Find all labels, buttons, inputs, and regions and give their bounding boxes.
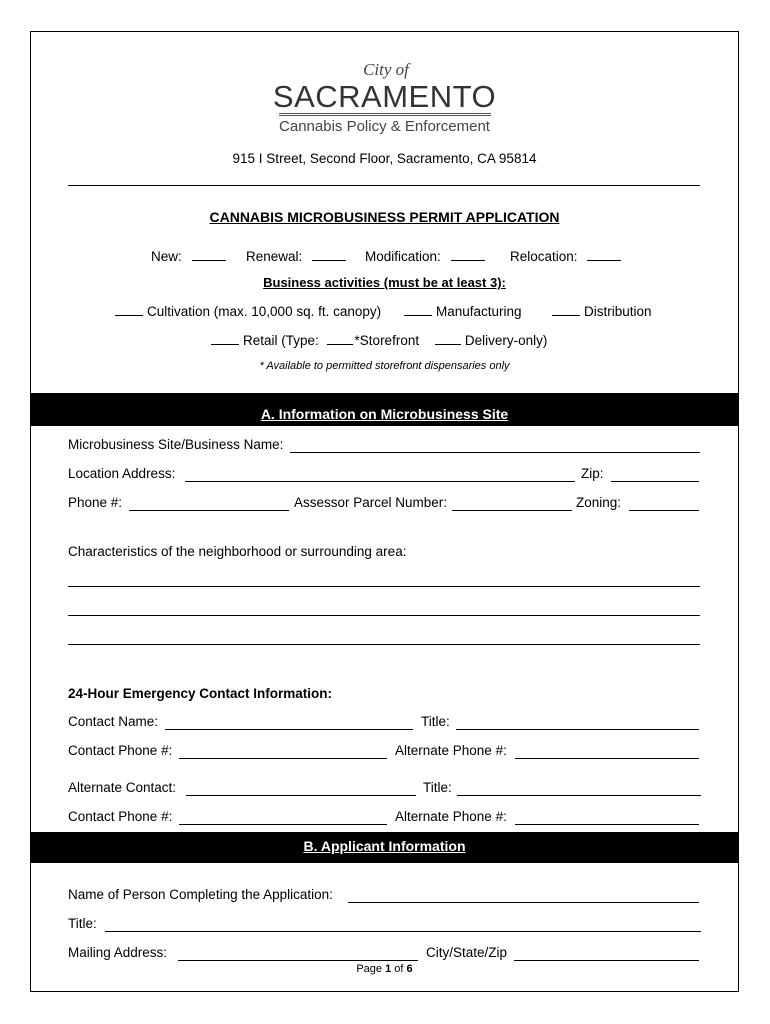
page-total: 6: [406, 963, 413, 975]
mailing-field[interactable]: [178, 960, 418, 961]
manufacturing-blank[interactable]: [404, 303, 432, 316]
permit-type-new: [151, 248, 226, 264]
permit-type-label: Relocation:: [510, 249, 578, 264]
header-divider: [68, 185, 700, 186]
activity-label: Cultivation (max. 10,000 sq. ft. canopy): [147, 304, 382, 319]
activity-manufacturing: [404, 303, 522, 319]
section-b-header: B. Applicant Information: [31, 832, 738, 863]
activity-label: Manufacturing: [436, 304, 522, 319]
delivery-blank[interactable]: [435, 332, 461, 345]
logo-divider: [279, 115, 491, 116]
distribution-blank[interactable]: [552, 303, 580, 316]
site-name-field[interactable]: [290, 452, 700, 453]
renewal-blank[interactable]: [312, 248, 346, 261]
alt-contact-title-label: Title:: [423, 780, 452, 795]
logo-city-of: City of: [363, 60, 409, 79]
permit-type-label: New:: [151, 249, 182, 264]
permit-type-modification: [365, 248, 485, 264]
characteristics-line-1[interactable]: [68, 586, 700, 587]
characteristics-line-3[interactable]: [68, 644, 700, 645]
city-state-zip-field[interactable]: [514, 960, 699, 961]
phone-field[interactable]: [129, 510, 289, 511]
alt-phone-2-label: Alternate Phone #:: [395, 809, 507, 824]
person-field[interactable]: [348, 902, 699, 903]
activity-label: Retail (Type:: [243, 333, 319, 348]
page-of: of: [394, 963, 404, 975]
section-a-header: A. Information on Microbusiness Site: [31, 393, 738, 426]
contact-name-label: Contact Name:: [68, 714, 159, 729]
alt-phone-field[interactable]: [515, 758, 699, 759]
person-label: Name of Person Completing the Application:: [68, 887, 333, 902]
alt-contact-title-field[interactable]: [457, 795, 701, 796]
office-address: 915 I Street, Second Floor, Sacramento, CA 95814: [232, 151, 537, 166]
storefront-blank[interactable]: [327, 332, 353, 345]
page-prefix: Page: [356, 963, 383, 975]
site-name-label: Microbusiness Site/Business Name:: [68, 437, 284, 452]
contact-phone-field[interactable]: [179, 758, 387, 759]
contact-title-field[interactable]: [456, 729, 699, 730]
activity-label: Delivery-only): [464, 333, 548, 348]
logo-department: Cannabis Policy & Enforcement: [279, 118, 490, 135]
page-number: [31, 963, 738, 975]
contact-name-field[interactable]: [165, 729, 413, 730]
contact-phone-2-field[interactable]: [179, 824, 387, 825]
applicant-title-label: Title:: [68, 916, 97, 931]
relocation-blank[interactable]: [587, 248, 621, 261]
permit-type-label: Modification:: [365, 249, 441, 264]
alt-phone-2-field[interactable]: [515, 824, 699, 825]
applicant-title-field[interactable]: [105, 931, 701, 932]
zip-field[interactable]: [611, 481, 699, 482]
characteristics-label: Characteristics of the neighborhood or surrounding area:: [68, 544, 407, 559]
activity-retail: [211, 332, 547, 348]
activity-distribution: [552, 303, 652, 319]
contact-phone-label: Contact Phone #:: [68, 743, 173, 758]
form-title: CANNABIS MICROBUSINESS PERMIT APPLICATION: [209, 209, 560, 225]
characteristics-line-2[interactable]: [68, 615, 700, 616]
retail-blank[interactable]: [211, 332, 239, 345]
activity-label: Distribution: [584, 304, 652, 319]
permit-type-label: Renewal:: [246, 249, 303, 264]
cultivation-blank[interactable]: [115, 303, 143, 316]
contact-phone-2-label: Contact Phone #:: [68, 809, 173, 824]
activity-label: *Storefront: [354, 333, 420, 348]
location-label: Location Address:: [68, 466, 176, 481]
location-field[interactable]: [185, 481, 575, 482]
contact-title-label: Title:: [421, 714, 450, 729]
form-page: [30, 31, 739, 992]
modification-blank[interactable]: [451, 248, 485, 261]
storefront-note: * Available to permitted storefront dispensaries only: [259, 360, 510, 372]
business-activities-heading: Business activities (must be at least 3):: [263, 275, 506, 290]
alt-phone-label: Alternate Phone #:: [395, 743, 507, 758]
emergency-heading: 24-Hour Emergency Contact Information:: [68, 686, 333, 701]
alt-contact-label: Alternate Contact:: [68, 780, 177, 795]
permit-type-renewal: [246, 248, 346, 264]
logo-city-name: SACRAMENTO: [272, 79, 497, 114]
activity-cultivation: [115, 303, 381, 319]
apn-label: Assessor Parcel Number:: [294, 495, 448, 510]
zoning-label: Zoning:: [576, 495, 622, 510]
city-state-zip-label: City/State/Zip: [426, 945, 508, 960]
logo-divider: [279, 113, 491, 114]
apn-field[interactable]: [452, 510, 572, 511]
zoning-field[interactable]: [629, 510, 699, 511]
mailing-label: Mailing Address:: [68, 945, 168, 960]
new-blank[interactable]: [192, 248, 226, 261]
zip-label: Zip:: [581, 466, 604, 481]
phone-label: Phone #:: [68, 495, 123, 510]
alt-contact-field[interactable]: [186, 795, 416, 796]
permit-type-relocation: [510, 248, 621, 264]
page-current: 1: [385, 963, 392, 975]
